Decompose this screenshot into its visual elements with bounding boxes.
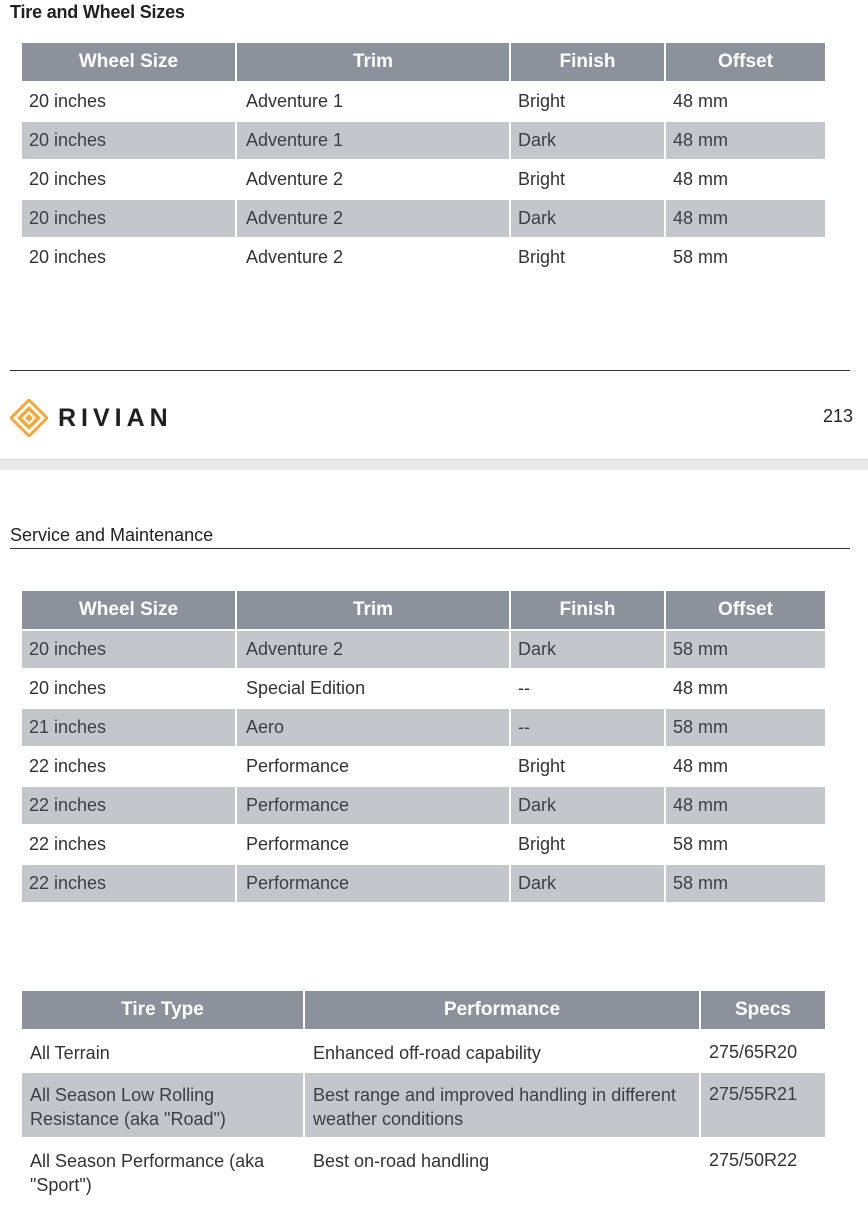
cell-wheel-size: 22 inches (22, 865, 235, 902)
cell-offset: 48 mm (673, 91, 729, 111)
cell-trim: Adventure 1 (237, 122, 509, 159)
column-header: Wheel Size (22, 43, 235, 81)
cell-trim: Performance (246, 756, 350, 776)
cell-offset: 48 mm (666, 122, 825, 159)
tire-type-table (20, 989, 827, 1205)
cell-offset: 58 mm (666, 631, 825, 668)
cell-wheel-size: 20 inches (29, 91, 107, 111)
cell-wheel-size: 20 inches (29, 678, 107, 698)
cell-wheel-size: 22 inches (22, 787, 235, 824)
table-row (22, 1139, 825, 1203)
column-header: Specs (701, 991, 825, 1029)
cell-wheel-size: 20 inches (29, 169, 107, 189)
table-row (22, 161, 825, 198)
cell-finish: Bright (518, 169, 566, 189)
table-row (22, 1031, 825, 1071)
cell-offset: 58 mm (666, 865, 825, 902)
cell-wheel-size: 20 inches (29, 247, 107, 267)
cell-tire-type: All Terrain (30, 1043, 110, 1063)
cell-offset: 48 mm (673, 678, 729, 698)
cell-offset: 48 mm (666, 787, 825, 824)
cell-offset: 48 mm (673, 756, 729, 776)
cell-trim: Adventure 2 (237, 631, 509, 668)
rivian-compass-icon (10, 399, 48, 437)
cell-wheel-size: 20 inches (22, 631, 235, 668)
rivian-logo (10, 399, 173, 437)
table-row (22, 631, 825, 668)
cell-trim: Adventure 1 (246, 91, 344, 111)
wheel-size-table-1 (20, 41, 827, 278)
table-row (22, 670, 825, 707)
cell-finish: Dark (511, 865, 664, 902)
cell-performance: Best on-road handling (313, 1151, 490, 1171)
table-header-row (22, 991, 825, 1029)
column-header: Wheel Size (22, 591, 235, 629)
cell-trim: Performance (237, 865, 509, 902)
table-row (22, 826, 825, 863)
cell-wheel-size: 22 inches (29, 834, 107, 854)
cell-finish: Dark (511, 122, 664, 159)
table-row (22, 787, 825, 824)
table-header-row (22, 591, 825, 629)
cell-wheel-size: 20 inches (22, 200, 235, 237)
cell-finish: -- (518, 678, 530, 698)
cell-finish: -- (511, 709, 664, 746)
column-header: Performance (305, 991, 699, 1029)
cell-finish: Dark (511, 631, 664, 668)
cell-finish: Dark (511, 200, 664, 237)
table-header-row (22, 43, 825, 81)
cell-trim: Performance (237, 787, 509, 824)
column-header: Finish (511, 43, 664, 81)
page-separator (0, 460, 868, 470)
cell-trim: Aero (237, 709, 509, 746)
cell-specs: 275/65R20 (709, 1042, 798, 1062)
column-header: Trim (237, 591, 509, 629)
page-number: 213 (822, 406, 853, 426)
cell-specs: 275/50R22 (709, 1150, 798, 1170)
section-title-tire-wheel-sizes: Tire and Wheel Sizes (10, 2, 185, 22)
column-header: Trim (237, 43, 509, 81)
cell-finish: Bright (518, 247, 566, 267)
cell-performance: Best range and improved handling in different weather conditions (305, 1073, 699, 1137)
column-header: Offset (666, 591, 825, 629)
cell-offset: 58 mm (666, 709, 825, 746)
cell-wheel-size: 20 inches (22, 122, 235, 159)
table-row (22, 1073, 825, 1137)
cell-trim: Adventure 2 (246, 247, 344, 267)
cell-wheel-size: 22 inches (29, 756, 107, 776)
cell-finish: Dark (511, 787, 664, 824)
column-header: Tire Type (22, 991, 303, 1029)
cell-offset: 58 mm (673, 834, 729, 854)
table-row (22, 709, 825, 746)
table-row (22, 865, 825, 902)
cell-performance: Enhanced off-road capability (313, 1043, 541, 1063)
table-row (22, 748, 825, 785)
column-header: Offset (666, 43, 825, 81)
cell-offset: 58 mm (673, 247, 729, 267)
cell-tire-type: All Season Performance (aka "Sport") (30, 1151, 265, 1195)
section-title-underline (10, 548, 850, 549)
section-title-service-maintenance: Service and Maintenance (10, 525, 214, 545)
table-row (22, 239, 825, 276)
cell-specs: 275/55R21 (701, 1073, 825, 1137)
cell-offset: 48 mm (666, 200, 825, 237)
cell-finish: Bright (518, 834, 566, 854)
cell-finish: Bright (518, 756, 566, 776)
column-header: Finish (511, 591, 664, 629)
cell-trim: Performance (246, 834, 350, 854)
wheel-size-table-2 (20, 589, 827, 904)
cell-tire-type: All Season Low Rolling Resistance (aka "Road") (22, 1073, 303, 1137)
cell-finish: Bright (518, 91, 566, 111)
cell-trim: Adventure 2 (246, 169, 344, 189)
table-row (22, 83, 825, 120)
cell-wheel-size: 21 inches (22, 709, 235, 746)
table-row (22, 122, 825, 159)
table-row (22, 200, 825, 237)
cell-trim: Adventure 2 (237, 200, 509, 237)
cell-offset: 48 mm (673, 169, 729, 189)
brand-wordmark: RIVIAN (58, 403, 173, 432)
footer-divider (10, 370, 850, 371)
cell-trim: Special Edition (246, 678, 366, 698)
